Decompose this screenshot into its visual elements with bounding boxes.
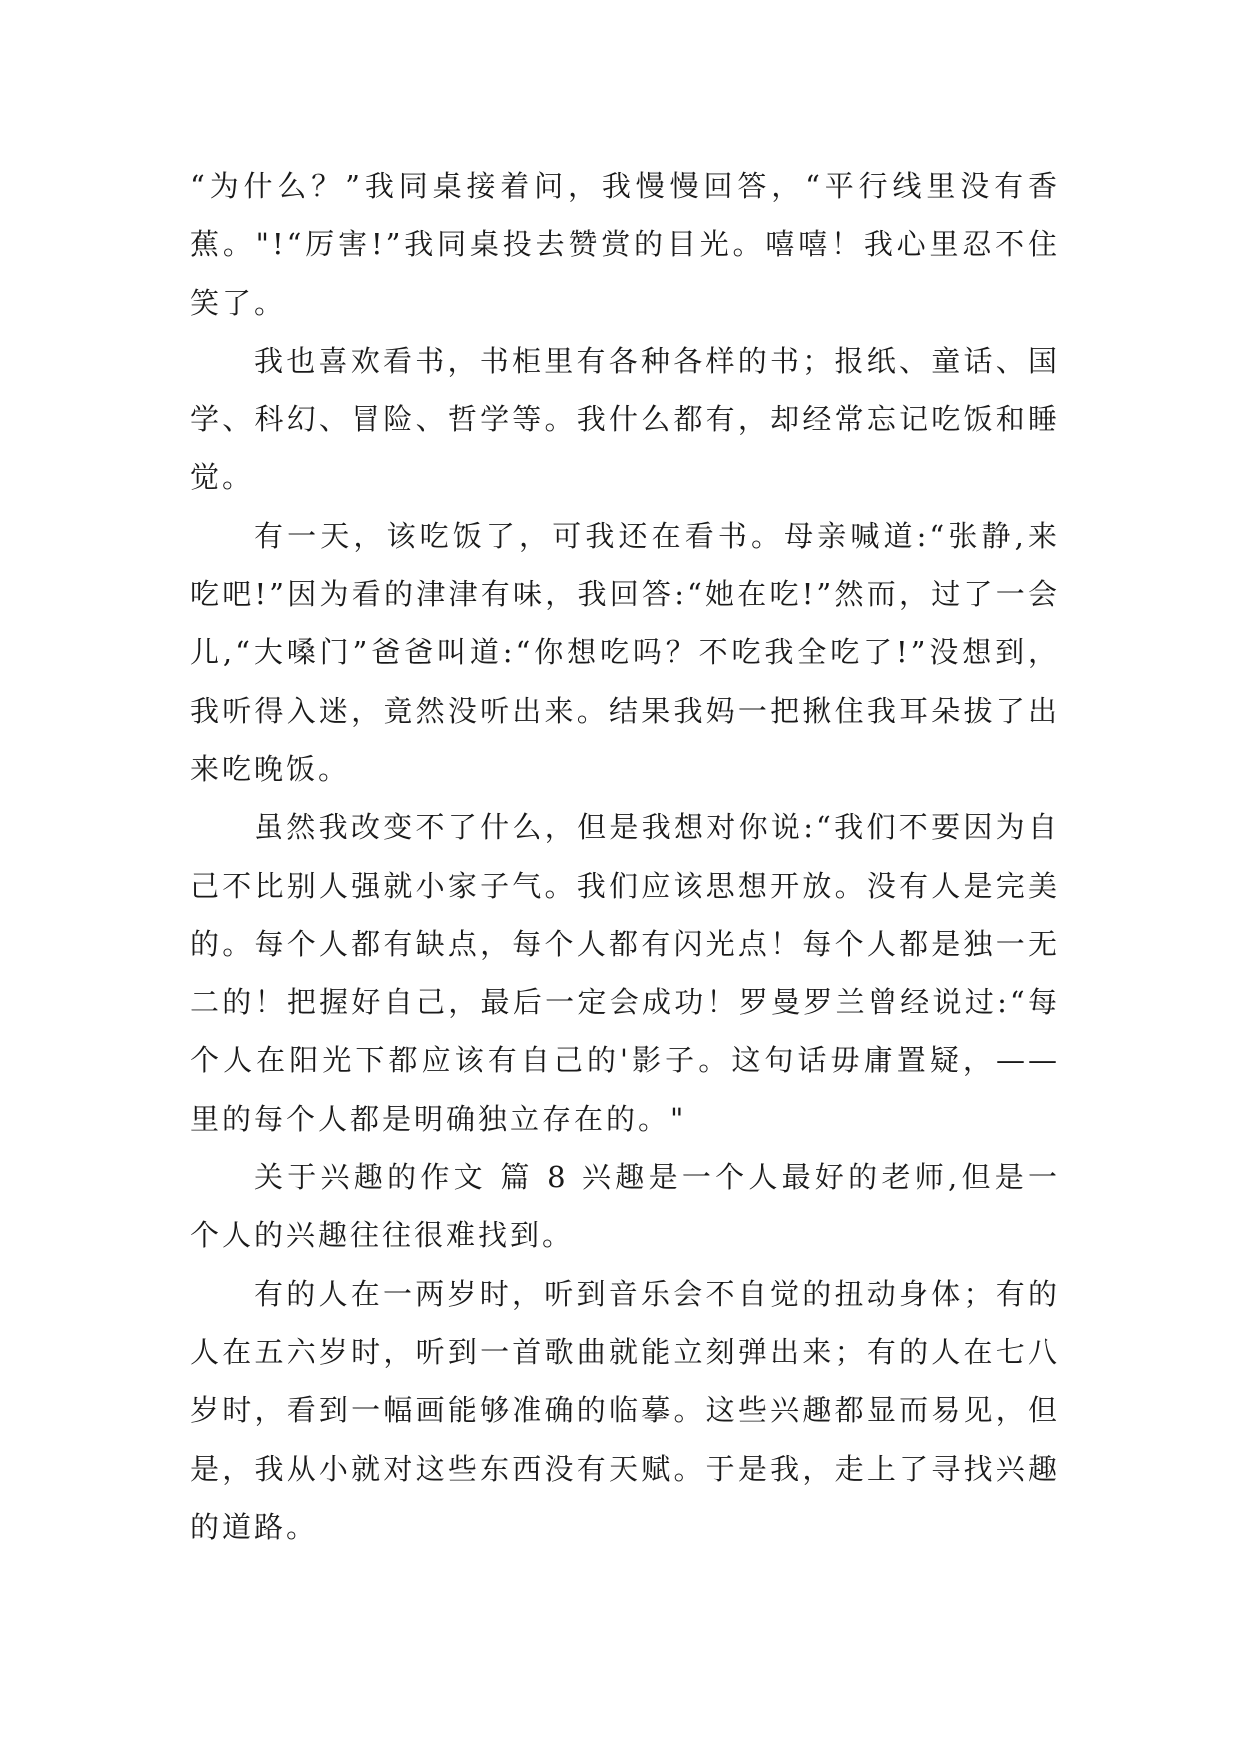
essay-heading-paragraph: 关于兴趣的作文 篇 8 兴趣是一个人最好的老师,但是一个人的兴趣往往很难找到。	[190, 1160, 1060, 1253]
paragraph: 虽然我改变不了什么，但是我想对你说:“我们不要因为自己不比别人强就小家子气。我们应该思想开放。没有人是完美的。每个人都有缺点，每个人都有闪光点！每个人都是独一无二的！把握好自己，最后一定会成功！罗曼罗兰曾经说过:“每个人在阳光下都应该有自己的'影子。这句话毋庸置疑，——里的每个人都是明确独立存在的。"	[190, 810, 1060, 1136]
paragraph: 有的人在一两岁时，听到音乐会不自觉的扭动身体；有的人在五六岁时，听到一首歌曲就能立刻弹出来；有的人在七八岁时，看到一幅画能够准确的临摹。这些兴趣都显而易见，但是，我从小就对这些东西没有天赋。于是我，走上了寻找兴趣的道路。	[190, 1276, 1060, 1544]
paragraph: 有一天，该吃饭了，可我还在看书。母亲喊道:“张静,来吃吧!”因为看的津津有味，我回答:“她在吃!”然而，过了一会儿,“大嗓门”爸爸叫道:“你想吃吗？不吃我全吃了!”没想到，我听得入迷，竟然没听出来。结果我妈一把揪住我耳朵拔了出来吃晚饭。	[190, 518, 1060, 786]
paragraph: 我也喜欢看书，书柜里有各种各样的书；报纸、童话、国学、科幻、冒险、哲学等。我什么都有，却经常忘记吃饭和睡觉。	[190, 343, 1060, 495]
document-page	[190, 157, 1060, 1556]
paragraph: “为什么？”我同桌接着问，我慢慢回答，“平行线里没有香蕉。"!“厉害!”我同桌投去赞赏的目光。嘻嘻！我心里忍不住笑了。	[190, 169, 1060, 320]
